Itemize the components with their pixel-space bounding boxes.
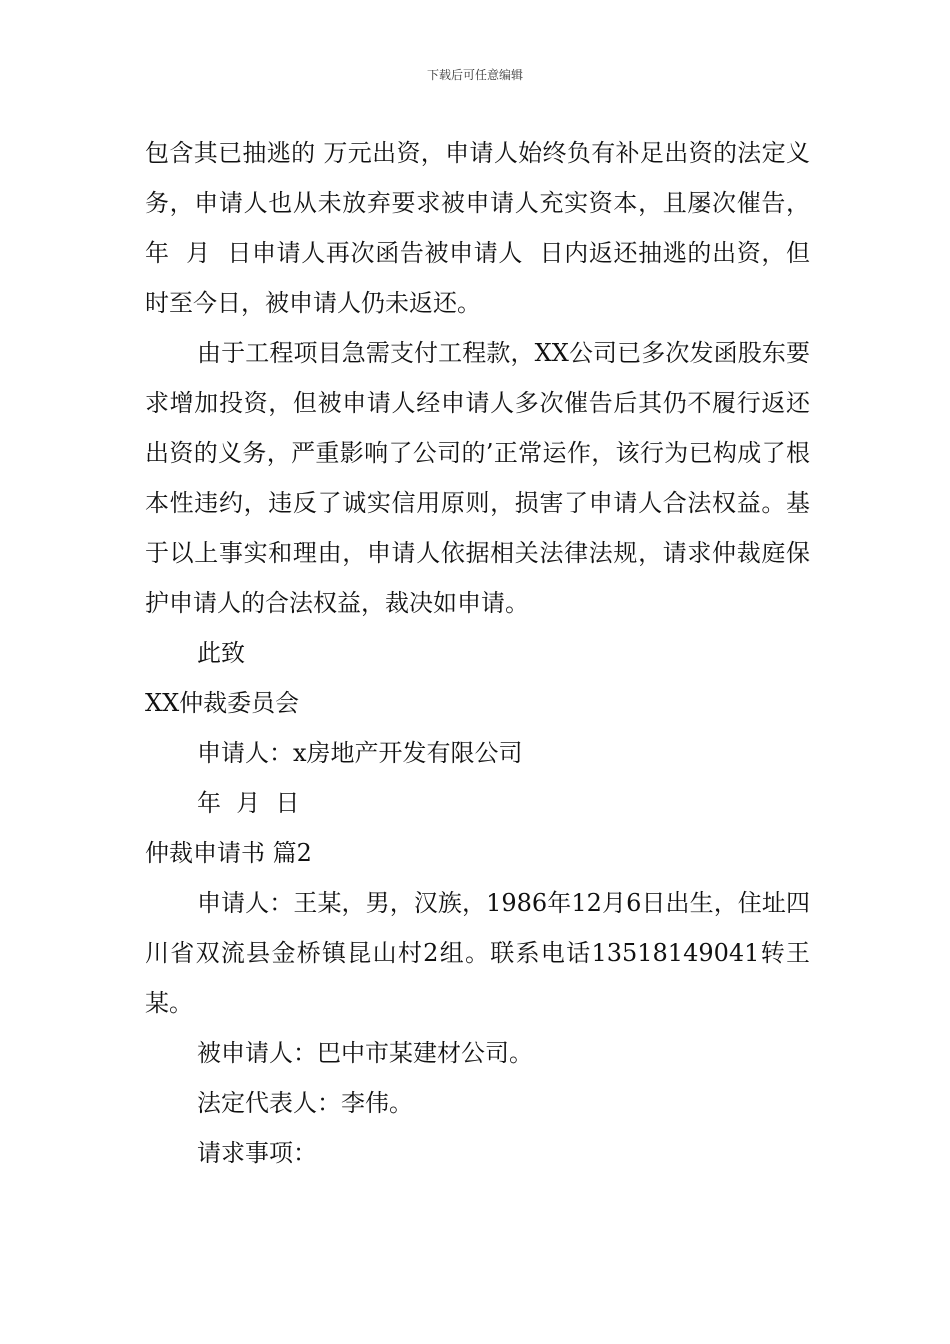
signature-date: 年 月 日 <box>197 789 300 817</box>
paragraph-capital-withdrawal: 包含其已抽逃的 万元出资，申请人始终负有补足出资的法定义务，申请人也从未放弃要求被申请人充实资本，且屡次催告， 年 月 日申请人再次函告被申请人 日内返还抽逃的出资，但时至今日，被申请人仍未返还。 <box>145 139 826 317</box>
applicant-info: 申请人：王某，男，汉族，1986年12月6日出生，住址四川省双流县金桥镇昆山村2组。联系电话13518149041转王某。 <box>145 889 810 1017</box>
claims-heading: 请求事项： <box>197 1139 317 1167</box>
recipient: XX仲裁委员会 <box>145 689 300 717</box>
page-header: 下载后可任意编辑 <box>426 68 523 82</box>
salutation: 此致 <box>197 639 245 667</box>
signature-applicant: 申请人：x房地产开发有限公司 <box>197 739 523 767</box>
section-heading: 仲裁申请书 篇2 <box>145 839 312 867</box>
legal-representative: 法定代表人：李伟。 <box>197 1089 413 1117</box>
paragraph-facts-and-reasons: 由于工程项目急需支付工程款，XX公司已多次发函股东要求增加投资，但被申请人经申请人多次催告后其仍不履行返还出资的义务，严重影响了公司的’正常运作，该行为已构成了根本性违约，违反了诚实信用原则，损害了申请人合法权益。基于以上事实和理由，申请人依据相关法律法规，请求仲裁庭保护申请人的合法权益，裁决如申请。 <box>145 339 810 617</box>
respondent-info: 被申请人：巴中市某建材公司。 <box>197 1039 533 1067</box>
document-body <box>145 128 826 1178</box>
